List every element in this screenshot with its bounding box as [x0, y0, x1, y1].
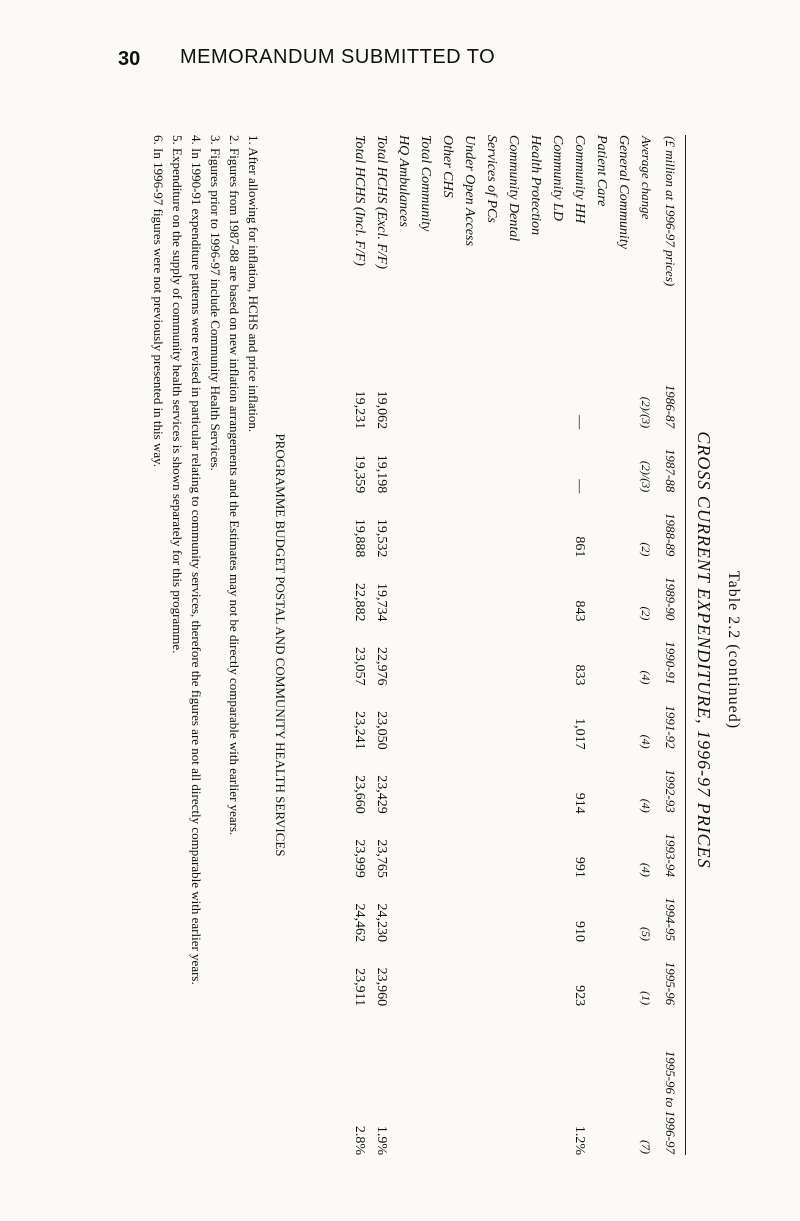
table-cell [480, 493, 502, 557]
table-cell [414, 557, 436, 621]
table-cell [546, 365, 568, 429]
table-cell: 19,198 [374, 454, 389, 494]
table-cell [480, 750, 502, 814]
table-cell [458, 814, 480, 878]
table-cell: 22,976 [374, 647, 389, 686]
table-cell [480, 814, 502, 878]
row-label: Health Protection [528, 135, 543, 236]
table-cell [502, 557, 524, 621]
table-cell [590, 429, 612, 493]
note-item: 1. After allowing for inflation, HCHS and price inflation. [246, 135, 261, 433]
column-note: (2) [639, 542, 654, 557]
table-cell [502, 750, 524, 814]
table-cell [392, 686, 414, 750]
table-cell [502, 429, 524, 493]
table-cell: 861 [572, 536, 587, 558]
table-cell [458, 878, 480, 942]
row-label: General Community [616, 135, 631, 249]
note-item: 4. In 1990-91 expenditure patterns were revised in particular relating to community services, therefore the figures are not all directly comparable with earlier years. [189, 135, 204, 985]
row-label: Other CHS [440, 135, 455, 198]
table-cell: 23,057 [352, 647, 367, 686]
table-row [414, 135, 436, 1155]
column-note: (2)/(3) [639, 396, 654, 429]
row-label: Community LD [550, 135, 565, 221]
table-row [612, 135, 634, 1155]
table-row [480, 135, 502, 1155]
table-cell [392, 942, 414, 1006]
column-note: (4) [639, 798, 654, 813]
table-title: Table 2.2 (continued) [725, 570, 742, 730]
table-cell [524, 814, 546, 878]
table-cell: 1.9% [374, 1125, 389, 1155]
table-cell [392, 750, 414, 814]
table-cell [546, 878, 568, 942]
table-cell: 23,960 [374, 967, 389, 1007]
table-cell [392, 814, 414, 878]
table-cell [392, 621, 414, 685]
table-cell [502, 1006, 524, 1155]
table-cell [546, 942, 568, 1006]
table-content [70, 95, 790, 1205]
table-cell [392, 878, 414, 942]
table-row [392, 135, 414, 1155]
table-cell [612, 621, 634, 685]
table-cell [546, 493, 568, 557]
column-year: 1990-91 [663, 641, 678, 685]
table-cell: 910 [572, 920, 587, 942]
column-year: 1989-90 [663, 577, 678, 621]
table-caption: PROGRAMME BUDGET POSTAL AND COMMUNITY HEALTH SERVICES [273, 433, 288, 857]
table-cell: 19,888 [352, 518, 367, 558]
table-cell [590, 621, 612, 685]
table-cell [392, 1006, 414, 1155]
table-cell: 24,230 [374, 903, 389, 942]
table-cell [524, 429, 546, 493]
table-cell [590, 493, 612, 557]
table-cell [502, 942, 524, 1006]
table-cell [612, 814, 634, 878]
table-cell [546, 557, 568, 621]
table-cell [612, 557, 634, 621]
row-label: Under Open Access [462, 135, 477, 246]
page-number: 30 [118, 48, 141, 70]
table-cell [524, 878, 546, 942]
table-row [370, 135, 392, 1155]
table-cell: 833 [572, 664, 587, 686]
table-cell [458, 557, 480, 621]
table-cell [458, 1006, 480, 1155]
table-cell [392, 557, 414, 621]
note-item: 3. Figures prior to 1996-97 include Community Health Services. [208, 135, 223, 471]
column-note: (5) [639, 926, 654, 941]
table-cell: 23,660 [352, 775, 367, 814]
table-cell [436, 686, 458, 750]
rotated-table-area [70, 95, 790, 1205]
table-cell [546, 814, 568, 878]
table-cell [414, 814, 436, 878]
table-cell: 23,911 [352, 968, 367, 1007]
table-cell [480, 1006, 502, 1155]
table-cell: 23,765 [374, 839, 389, 878]
row-label: Total HCHS (Incl. F/F) [352, 135, 367, 266]
column-note: (7) [639, 1140, 654, 1154]
table-row [590, 135, 612, 1155]
column-year: 1986-87 [663, 384, 678, 429]
table-cell [436, 1006, 458, 1155]
row-label: Community Dental [506, 135, 521, 242]
table-cell [612, 878, 634, 942]
table-cell [524, 942, 546, 1006]
table-cell [436, 750, 458, 814]
table-cell [590, 365, 612, 429]
header-label-cell: (£ million at 1996-97 prices) [663, 136, 678, 287]
note-item: 6. In 1996-97 figures were not previously presented in this way. [151, 135, 166, 468]
row-label: HQ Ambulances [396, 135, 411, 227]
table-cell [524, 365, 546, 429]
table-cell [458, 750, 480, 814]
table-cell [458, 365, 480, 429]
table-cell [502, 878, 524, 942]
table-cell: 1.2% [572, 1125, 587, 1155]
table-cell [414, 1006, 436, 1155]
table-cell [590, 686, 612, 750]
table-cell [546, 621, 568, 685]
table-cell [524, 1006, 546, 1155]
table-cell [524, 621, 546, 685]
table-cell [612, 686, 634, 750]
table-row [348, 135, 370, 1155]
table-cell [612, 365, 634, 429]
table-cell [414, 429, 436, 493]
table-row [502, 135, 524, 1155]
row-label: Total Community [418, 135, 433, 232]
table-row [458, 135, 480, 1155]
row-label: Services of PCs [484, 135, 499, 223]
table-row [568, 135, 590, 1155]
table-cell [436, 429, 458, 493]
notes [149, 135, 290, 1155]
table-cell [414, 365, 436, 429]
table-cell: 22,882 [352, 582, 367, 622]
row-label: Community HH [572, 135, 587, 224]
table-cell: 19,734 [374, 582, 389, 622]
table-cell [480, 365, 502, 429]
table-cell [502, 493, 524, 557]
table-cell [392, 365, 414, 429]
table-cell [392, 429, 414, 493]
table-cell: — [572, 479, 587, 494]
column-year: 1987-88 [663, 448, 678, 493]
table-cell [480, 878, 502, 942]
column-year: 1994-95 [663, 897, 678, 941]
table-cell [502, 814, 524, 878]
table-cell [458, 621, 480, 685]
table-cell [590, 942, 612, 1006]
column-note: (2)/(3) [639, 460, 654, 493]
table-cell [546, 686, 568, 750]
table-cell [414, 750, 436, 814]
table-cell [458, 493, 480, 557]
column-note: (4) [639, 670, 654, 685]
table-row [524, 135, 546, 1155]
table-cell: 19,532 [374, 518, 389, 558]
table-row [436, 135, 458, 1155]
table-cell [458, 686, 480, 750]
table-heading: CROSS CURRENT EXPENDITURE, 1996-97 PRICES [694, 431, 714, 869]
table-cell [546, 1006, 568, 1155]
table-cell [502, 365, 524, 429]
table-cell: 843 [572, 600, 587, 622]
table-cell [524, 686, 546, 750]
table-cell [458, 942, 480, 1006]
table-cell: 914 [572, 792, 587, 814]
table-cell [612, 429, 634, 493]
table-cell [414, 942, 436, 1006]
table-cell: 1,017 [572, 718, 587, 750]
table-cell [414, 686, 436, 750]
table-cell [436, 493, 458, 557]
table-cell [436, 557, 458, 621]
table-cell [502, 686, 524, 750]
data-table [348, 135, 682, 1155]
table-cell [436, 621, 458, 685]
column-year: 1991-92 [663, 705, 678, 749]
table-cell [590, 1006, 612, 1155]
table-cell [436, 814, 458, 878]
table-cell [524, 750, 546, 814]
table-cell [612, 750, 634, 814]
note-item: 5. Expenditure on the supply of community health services is shown separately for this programme. [170, 135, 185, 654]
column-year: 1992-93 [663, 769, 678, 813]
table-cell [414, 621, 436, 685]
table-cell [524, 493, 546, 557]
table-cell: 23,999 [352, 839, 367, 878]
table-cell [436, 365, 458, 429]
table-cell [392, 493, 414, 557]
note-item: 2. Figures from 1987-88 are based on new inflation arrangements and the Estimates may not be directly comparable with earlier years. [227, 135, 242, 836]
table-cell [612, 1006, 634, 1155]
row-label: Patient Care [594, 135, 609, 207]
table-cell: 23,050 [374, 711, 389, 750]
table-cell [502, 621, 524, 685]
table-cell: 23,241 [352, 711, 367, 750]
column-year: 1988-89 [663, 512, 678, 557]
row-label: Total HCHS (Excl. F/F) [374, 135, 389, 270]
table-cell [590, 557, 612, 621]
table-cell: — [572, 415, 587, 430]
table-cell: 2.8% [352, 1125, 367, 1155]
table-cell: 19,062 [374, 390, 389, 430]
table-cell: 19,231 [352, 390, 367, 430]
column-year: 1993-94 [663, 833, 678, 877]
column-year: 1995-96 to 1996-97 [663, 1050, 678, 1154]
measure-label: Average change [639, 136, 654, 220]
table-cell: 23,429 [374, 775, 389, 814]
table-cell [524, 557, 546, 621]
table-cell [612, 493, 634, 557]
table-cell [436, 878, 458, 942]
column-note: (1) [639, 991, 654, 1006]
table-cell [480, 621, 502, 685]
table-cell [480, 686, 502, 750]
top-rule [685, 135, 686, 1155]
table-cell [414, 878, 436, 942]
table-cell [414, 493, 436, 557]
table-cell: 991 [572, 856, 587, 878]
table-cell [590, 814, 612, 878]
table-cell: 19,359 [352, 454, 367, 494]
table-cell [590, 878, 612, 942]
table-cell [458, 429, 480, 493]
table-cell: 24,462 [352, 903, 367, 942]
table-cell [546, 429, 568, 493]
column-note: (4) [639, 734, 654, 749]
table-cell [436, 942, 458, 1006]
table-cell: 923 [572, 985, 587, 1007]
table-row [546, 135, 568, 1155]
column-note: (2) [639, 606, 654, 621]
column-note: (4) [639, 862, 654, 877]
running-head: MEMORANDUM SUBMITTED TO [180, 46, 496, 68]
table-cell [590, 750, 612, 814]
column-year: 1995-96 [663, 961, 678, 1006]
table-cell [480, 942, 502, 1006]
table-cell [546, 750, 568, 814]
table-cell [480, 429, 502, 493]
table-cell [480, 557, 502, 621]
table-cell [612, 942, 634, 1006]
